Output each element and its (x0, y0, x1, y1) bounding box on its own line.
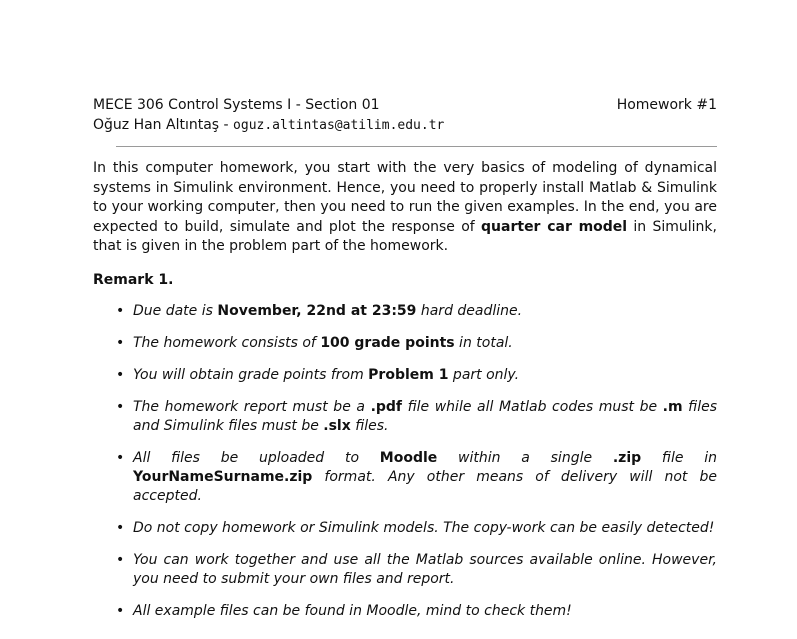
list-item: • All files be uploaded to Moodle within a single .zip file in YourNameSurname.zip format. Any other means of delivery will not be accepted. (116, 449, 718, 504)
remark-title: Remark 1. (93, 271, 174, 288)
course-title: MECE 306 Control Systems I - Section 01 (93, 97, 380, 113)
list-item: • Do not copy homework or Simulink models. The copy-work can be easily detected! (116, 519, 715, 536)
header-divider (116, 146, 717, 147)
intro-text-end: in Simulink, that is given in the problem part of the homework. (93, 218, 717, 255)
document-header (93, 96, 717, 134)
author-name: Oğuz Han Altıntaş (93, 117, 220, 133)
list-item: • All example files can be found in Moodle, mind to check them! (116, 602, 572, 619)
remark-list (93, 302, 717, 621)
author-separator: - (219, 117, 234, 133)
intro-paragraph (93, 159, 717, 257)
bullet-dot: • (116, 334, 125, 351)
bullet-dot: • (116, 366, 125, 383)
document-page (93, 96, 717, 634)
bullet-dot: • (116, 302, 125, 319)
bullet-dot: • (116, 398, 125, 415)
intro-text-start: In this computer homework, you start with the very basics of modeling of dynamical systems in Simulink environment. Hence, you need to properly install Matlab & Simulink to your working computer, then you need to run the given examples. In the end, you are expected to build, simulate and plot the response of (93, 160, 717, 235)
author-line (93, 116, 717, 135)
list-item: • You can work together and use all the Matlab sources available online. However, you need to submit your own files and report. (116, 551, 717, 587)
bullet-dot: • (116, 519, 125, 536)
list-item: • You will obtain grade points from Problem 1 part only. (116, 366, 520, 383)
author-email: oguz.altintas@atilim.edu.tr (233, 118, 445, 133)
homework-number: Homework #1 (616, 97, 717, 113)
intro-bold-term: quarter car model (481, 218, 628, 235)
list-item: • Due date is November, 22nd at 23:59 hard deadline. (116, 302, 523, 319)
list-item: • The homework consists of 100 grade points in total. (116, 334, 513, 351)
list-item: • The homework report must be a .pdf file while all Matlab codes must be .m files and Simulink files must be .slx files. (116, 398, 718, 434)
bullet-dot: • (116, 602, 125, 619)
bullet-dot: • (116, 551, 125, 568)
bullet-dot: • (116, 449, 125, 466)
